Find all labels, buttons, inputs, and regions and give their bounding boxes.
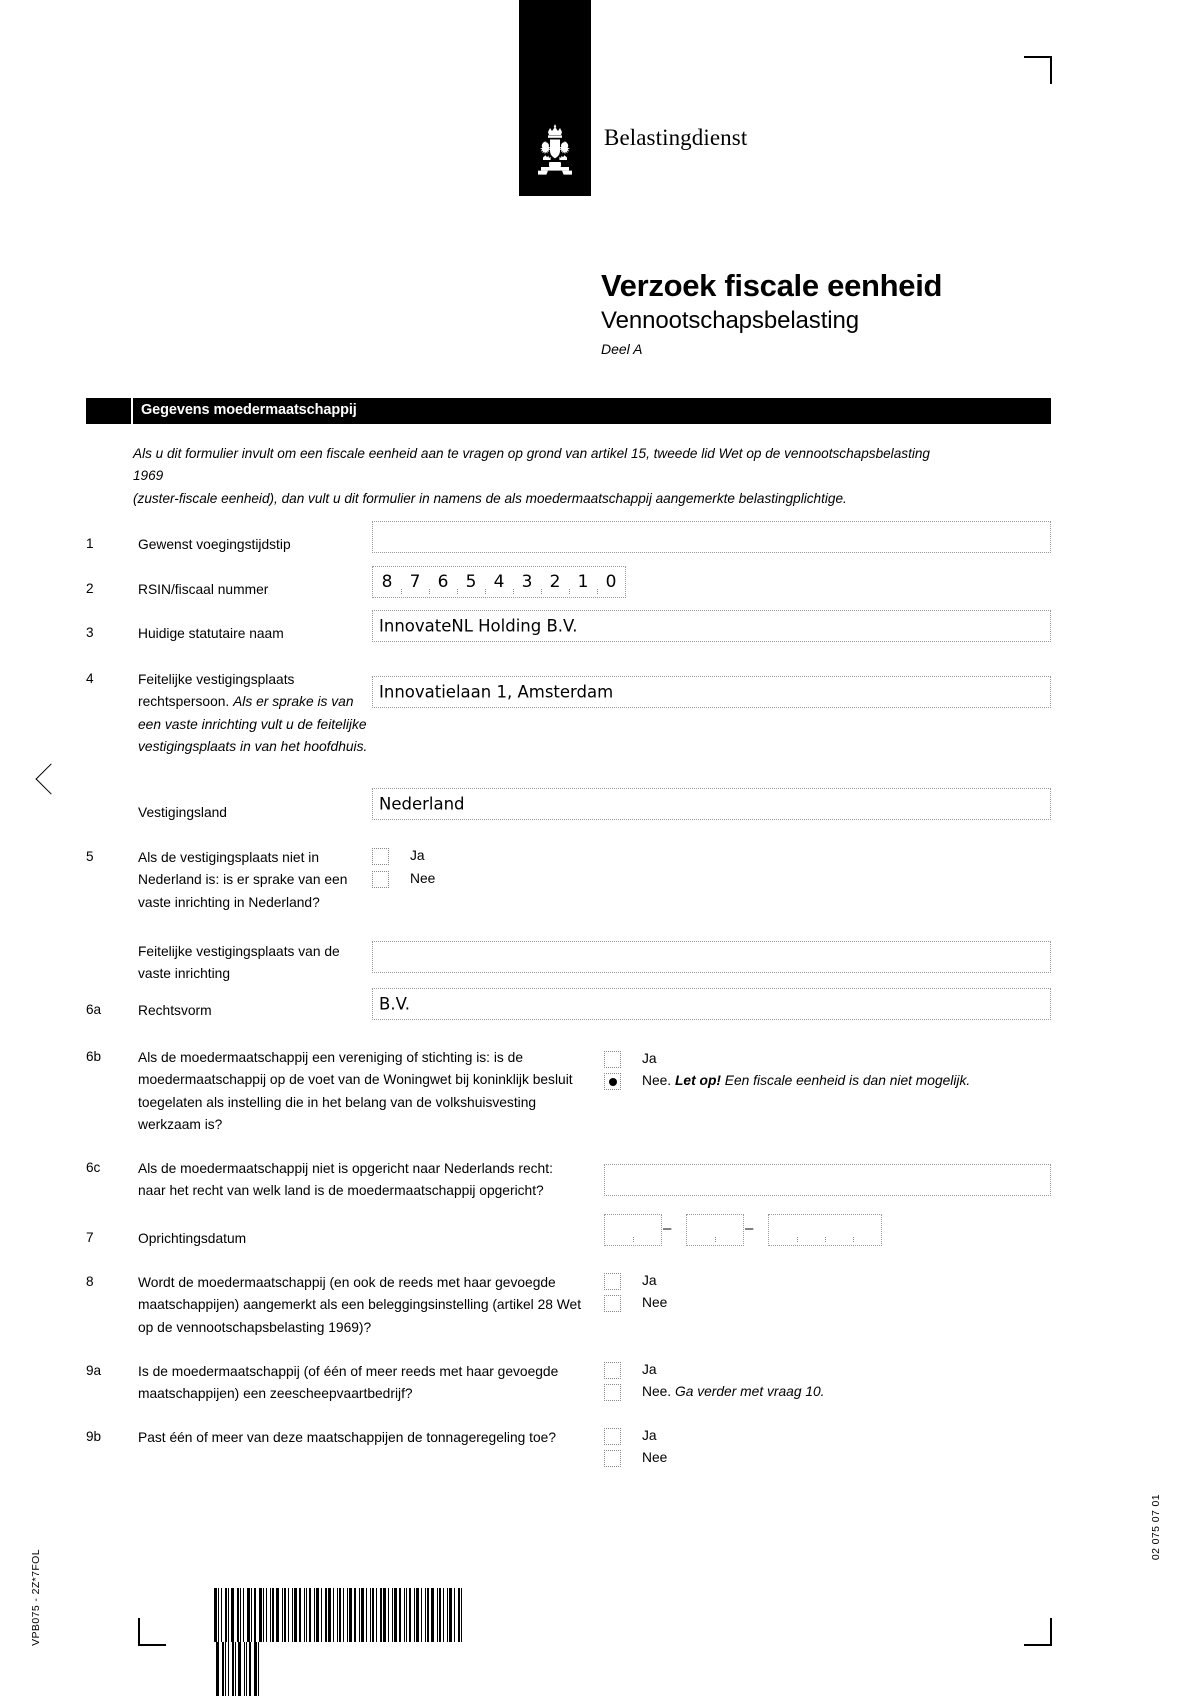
question-9b-option-ja[interactable] <box>604 1427 657 1445</box>
statutaire-naam-value: InnovateNL Holding B.V. <box>379 616 578 636</box>
vaste-inrichting-plaats-label: Feitelijke vestigingsplaats van de vaste inrichting <box>138 944 340 982</box>
question-8-checkbox-nee[interactable] <box>604 1295 621 1312</box>
question-5-checkbox-ja[interactable] <box>372 848 389 865</box>
rsin-digit-cell-4[interactable]: 5 <box>457 566 485 598</box>
question-9b-checkbox-nee[interactable] <box>604 1450 621 1467</box>
question-9a-checkbox-ja[interactable] <box>604 1362 621 1379</box>
question-3-label: Huidige statutaire naam <box>138 626 284 641</box>
fold-mark-icon <box>35 763 66 794</box>
question-2-label: RSIN/fiscaal nummer <box>138 582 269 597</box>
intro-text <box>133 443 963 510</box>
question-4-label-main: Feitelijke vestigingsplaats rechtspersoon. <box>138 672 295 710</box>
oprichtingsland-input[interactable] <box>604 1164 1051 1196</box>
intro-line-2: (zuster-fiscale eenheid), dan vult u dit formulier in namens de als moedermaatschappij aangemerkte belastingplichtige. <box>133 490 847 506</box>
question-4-label-italic: Als er sprake is van een vaste inrichting vult u de feitelijke vestigingsplaats in van het hoofdhuis. <box>138 694 368 755</box>
question-9a-option-nee-label <box>642 1383 825 1400</box>
question-5-option-nee[interactable] <box>372 870 435 888</box>
rsin-digit-cell-8[interactable]: 1 <box>569 566 597 598</box>
question-5-option-ja[interactable] <box>372 847 425 865</box>
question-9b-number: 9b <box>86 1429 102 1444</box>
question-3-number: 3 <box>86 625 94 640</box>
date-separator-1: – <box>663 1220 672 1237</box>
question-5-number: 5 <box>86 849 94 864</box>
question-9b-label: Past één of meer van deze maatschappijen de tonnageregeling toe? <box>138 1430 557 1445</box>
rsin-fiscaal-nummer-input[interactable] <box>372 566 626 598</box>
question-6b-checkbox-ja[interactable] <box>604 1051 621 1068</box>
document-title-block <box>601 268 1061 357</box>
feitelijke-vestigingsplaats-input[interactable] <box>372 676 1051 708</box>
question-8-option-ja[interactable] <box>604 1272 657 1290</box>
question-8-label: Wordt de moedermaatschappij (en ook de reeds met haar gevoegde maatschappijen) aangemerkt als een beleggingsinstelling (artikel 28 Wet op de vennootschapsbelasting 1969)? <box>138 1275 582 1335</box>
question-6b-option-ja[interactable] <box>604 1050 657 1068</box>
statutaire-naam-input[interactable] <box>372 610 1051 642</box>
crop-mark-top-right <box>1024 56 1052 84</box>
question-7-number: 7 <box>86 1230 94 1245</box>
page-subtitle: Vennootschapsbelasting <box>601 306 860 334</box>
question-6a-number: 6a <box>86 1002 102 1017</box>
form-part-label: Deel A <box>601 341 643 358</box>
feitelijke-vestigingsplaats-value: Innovatielaan 1, Amsterdam <box>379 682 614 702</box>
question-8-option-nee-label: Nee <box>642 1295 668 1310</box>
question-8-option-nee[interactable] <box>604 1294 667 1312</box>
intro-line-1: Als u dit formulier invult om een fiscale eenheid aan te vragen op grond van artikel 15, tweede lid Wet op de vennootschapsbelasting 1969 <box>133 446 930 484</box>
rsin-digit-cell-5[interactable]: 4 <box>485 566 513 598</box>
q6b-nee-prefix: Nee. <box>642 1073 675 1088</box>
question-9b-option-ja-label: Ja <box>642 1428 657 1443</box>
vestigingsland-label: Vestigingsland <box>138 805 227 820</box>
question-6b-checkbox-nee[interactable] <box>604 1073 621 1090</box>
date-month-cell-1[interactable] <box>687 1214 715 1246</box>
form-code-left: VPB075 - 2Z*7FOL <box>30 1549 42 1646</box>
form-code-right: 02 075 07 01 <box>1150 1493 1162 1560</box>
question-7-label: Oprichtingsdatum <box>138 1231 247 1246</box>
rsin-digit-cell-3[interactable]: 6 <box>429 566 457 598</box>
question-6b-option-ja-label: Ja <box>642 1051 657 1066</box>
rsin-digit-cell-9[interactable]: 0 <box>605 572 617 592</box>
rechtsvorm-input[interactable] <box>372 988 1051 1020</box>
vaste-inrichting-plaats-input[interactable] <box>372 941 1051 973</box>
question-1-label: Gewenst voegingstijdstip <box>138 537 291 552</box>
section-divider <box>131 398 133 424</box>
q9a-nee-prefix: Nee. <box>642 1384 675 1399</box>
date-year-cell-2[interactable] <box>797 1214 825 1246</box>
netherlands-coat-of-arms-icon <box>529 122 581 180</box>
question-9b-checkbox-ja[interactable] <box>604 1428 621 1445</box>
oprichtingsdatum-year-input[interactable] <box>768 1214 882 1246</box>
question-1-number: 1 <box>86 536 94 551</box>
page-title: Verzoek fiscale eenheid <box>601 268 943 303</box>
question-9a-option-ja-label: Ja <box>642 1362 657 1377</box>
rechtsvorm-value: B.V. <box>379 994 410 1014</box>
question-9a-number: 9a <box>86 1363 102 1378</box>
rsin-digit-cell-2[interactable]: 7 <box>401 566 429 598</box>
question-6b-option-nee[interactable] <box>604 1072 970 1090</box>
gewenst-voegingstijdstip-input[interactable] <box>372 521 1051 553</box>
question-4-label <box>138 669 368 758</box>
question-6a-label: Rechtsvorm <box>138 1003 212 1018</box>
belastingdienst-logo-block <box>519 0 591 196</box>
question-5-option-ja-label: Ja <box>410 848 425 863</box>
question-9b-option-nee-label: Nee <box>642 1450 668 1465</box>
question-5-option-nee-label: Nee <box>410 871 436 886</box>
date-year-cell-1[interactable] <box>769 1214 797 1246</box>
question-9a-label: Is de moedermaatschappij (of één of meer reeds met haar gevoegde maatschappijen) een zeescheepvaartbedrijf? <box>138 1364 559 1402</box>
question-6b-number: 6b <box>86 1049 102 1064</box>
date-day-cell-2[interactable] <box>633 1214 661 1246</box>
question-9a-option-ja[interactable] <box>604 1361 657 1379</box>
question-4-number: 4 <box>86 671 94 686</box>
q9a-nee-italic: Ga verder met vraag 10. <box>674 1384 825 1399</box>
date-year-cell-4[interactable] <box>853 1214 881 1246</box>
section-title: Gegevens moedermaatschappij <box>141 402 357 418</box>
vestigingsland-value: Nederland <box>379 794 465 814</box>
question-2-number: 2 <box>86 581 94 596</box>
rsin-digit-cell-6[interactable]: 3 <box>513 566 541 598</box>
question-6c-number: 6c <box>86 1160 101 1175</box>
question-8-checkbox-ja[interactable] <box>604 1273 621 1290</box>
question-6b-option-nee-label <box>642 1072 970 1089</box>
question-8-option-ja-label: Ja <box>642 1273 657 1288</box>
question-5-checkbox-nee[interactable] <box>372 871 389 888</box>
question-8-number: 8 <box>86 1274 94 1289</box>
question-9a-checkbox-nee[interactable] <box>604 1384 621 1401</box>
rsin-digit-cell-1[interactable]: 8 <box>373 566 401 598</box>
crop-mark-bottom-left <box>138 1618 166 1646</box>
vestigingsland-input[interactable] <box>372 788 1051 820</box>
rsin-digit-cell-7[interactable]: 2 <box>541 566 569 598</box>
date-separator-2: – <box>745 1220 754 1237</box>
date-month-cell-2[interactable] <box>715 1214 743 1246</box>
question-9b-option-nee[interactable] <box>604 1449 667 1467</box>
section-header-bar <box>86 398 1051 424</box>
oprichtingsdatum-month-input[interactable] <box>686 1214 744 1246</box>
date-year-cell-3[interactable] <box>825 1214 853 1246</box>
oprichtingsdatum-day-input[interactable] <box>604 1214 662 1246</box>
question-5-label: Als de vestigingsplaats niet in Nederland is: is er sprake van een vaste inrichting in Nederland? <box>138 850 348 910</box>
q6b-nee-bold: Let op! <box>674 1073 721 1088</box>
crop-mark-bottom-right <box>1024 1618 1052 1646</box>
question-9a-option-nee[interactable] <box>604 1383 825 1401</box>
barcode-icon <box>214 1588 462 1642</box>
organisation-name: Belastingdienst <box>604 125 748 150</box>
question-6b-label: Als de moedermaatschappij een vereniging of stichting is: is de moedermaatschappij op de voet van de Woningwet bij koninklijk besluit toegelaten als instelling die in het belang van de volkshuisvesting werkzaam is? <box>138 1050 573 1133</box>
q6b-nee-italic: Een fiscale eenheid is dan niet mogelijk. <box>720 1073 971 1088</box>
date-day-cell-1[interactable] <box>605 1214 633 1246</box>
question-6c-label: Als de moedermaatschappij niet is opgericht naar Nederlands recht: naar het recht van welk land is de moedermaatschappij opgericht? <box>138 1161 553 1199</box>
